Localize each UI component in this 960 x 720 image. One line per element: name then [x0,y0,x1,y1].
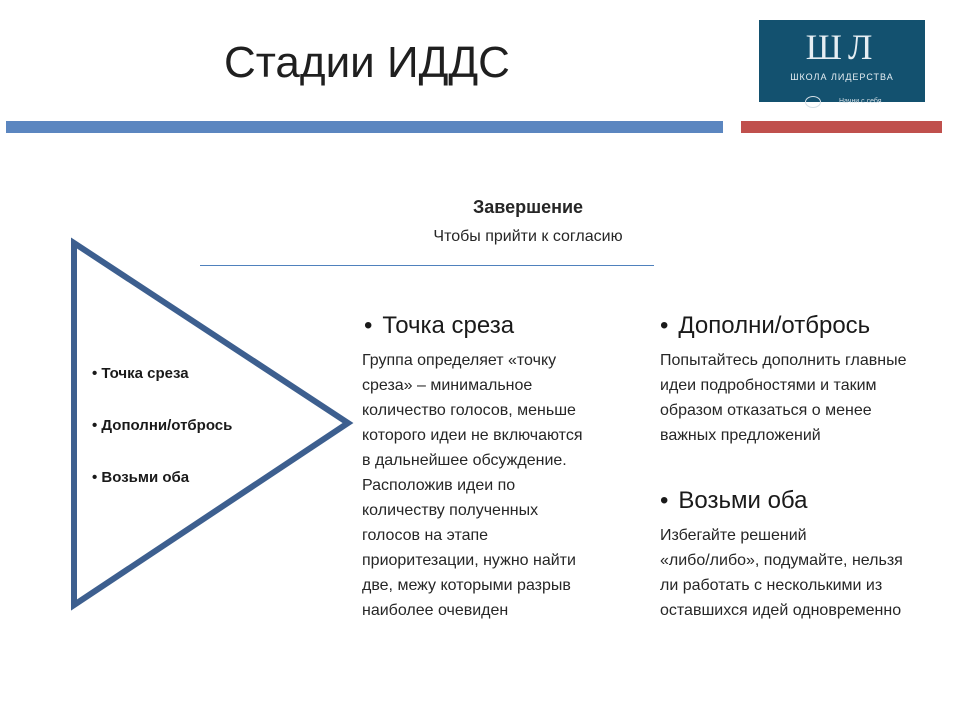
take-both-text-line: оставшихся идей одновременно [660,602,902,619]
cut-point-heading-text: Точка среза [382,312,515,339]
take-both-heading-text: Возьми оба [678,487,808,514]
cut-point-text-line: в дальнейшее обсуждение. [362,452,567,469]
stage-subheading: Чтобы прийти к согласию [433,228,623,245]
add-drop-text-line: важных предложений [660,427,821,444]
bullet-icon: • [364,312,373,339]
cut-point-text-line: две, межу которыми разрыв [362,577,571,594]
add-drop-text-line: идеи подробностями и таким [660,377,877,394]
cut-point-text-line: наиболее очевиден [362,602,509,619]
page-title: Стадии ИДДС [224,38,510,87]
header-bar-red [741,121,942,133]
take-both-description [660,523,955,623]
take-both-text-line: ли работать с несколькими из [660,577,883,594]
cut-point-text-line: количество голосов, меньше [362,402,576,419]
cut-point-text-line: Расположив идеи по [362,477,516,494]
cut-point-text-line: которого идеи не включаются [362,427,583,444]
add-drop-text-line: Попытайтесь дополнить главные [660,352,907,369]
triangle-item-cut-point: • Точка среза [92,365,189,382]
cut-point-text-line: голосов на этапе [362,527,489,544]
add-drop-description [660,348,955,448]
logo-subtitle: ШКОЛА ЛИДЕРСТВА [790,72,894,82]
bullet-icon: • [660,487,669,514]
take-both-heading [660,487,807,515]
add-drop-heading-text: Дополни/отбрось [678,312,871,339]
add-drop-heading [660,312,870,340]
add-drop-text-line: образом отказаться о менее [660,402,872,419]
cut-point-text-line: Группа определяет «точку [362,352,557,369]
cut-point-text-line: количеству полученных [362,502,539,519]
funnel-triangle-icon [0,0,360,620]
logo-emblem-icon [805,96,821,108]
cut-point-text-line: среза» – минимальное [362,377,533,394]
triangle-item-add-drop: • Дополни/отбрось [92,417,233,434]
cut-point-heading [364,312,514,340]
take-both-text-line: «либо/либо», подумайте, нельзя [660,552,903,569]
logo-slogan: Начни с себя [839,98,882,105]
triangle-item-take-both: • Возьми оба [92,469,190,486]
cut-point-text-line: приоритезации, нужно найти [362,552,576,569]
logo-letters: ШЛ [805,27,879,67]
school-logo [759,20,925,105]
take-both-text-line: Избегайте решений [660,527,807,544]
cut-point-description [362,348,652,623]
bullet-icon: • [660,312,669,339]
stage-heading: Завершение [472,197,584,217]
